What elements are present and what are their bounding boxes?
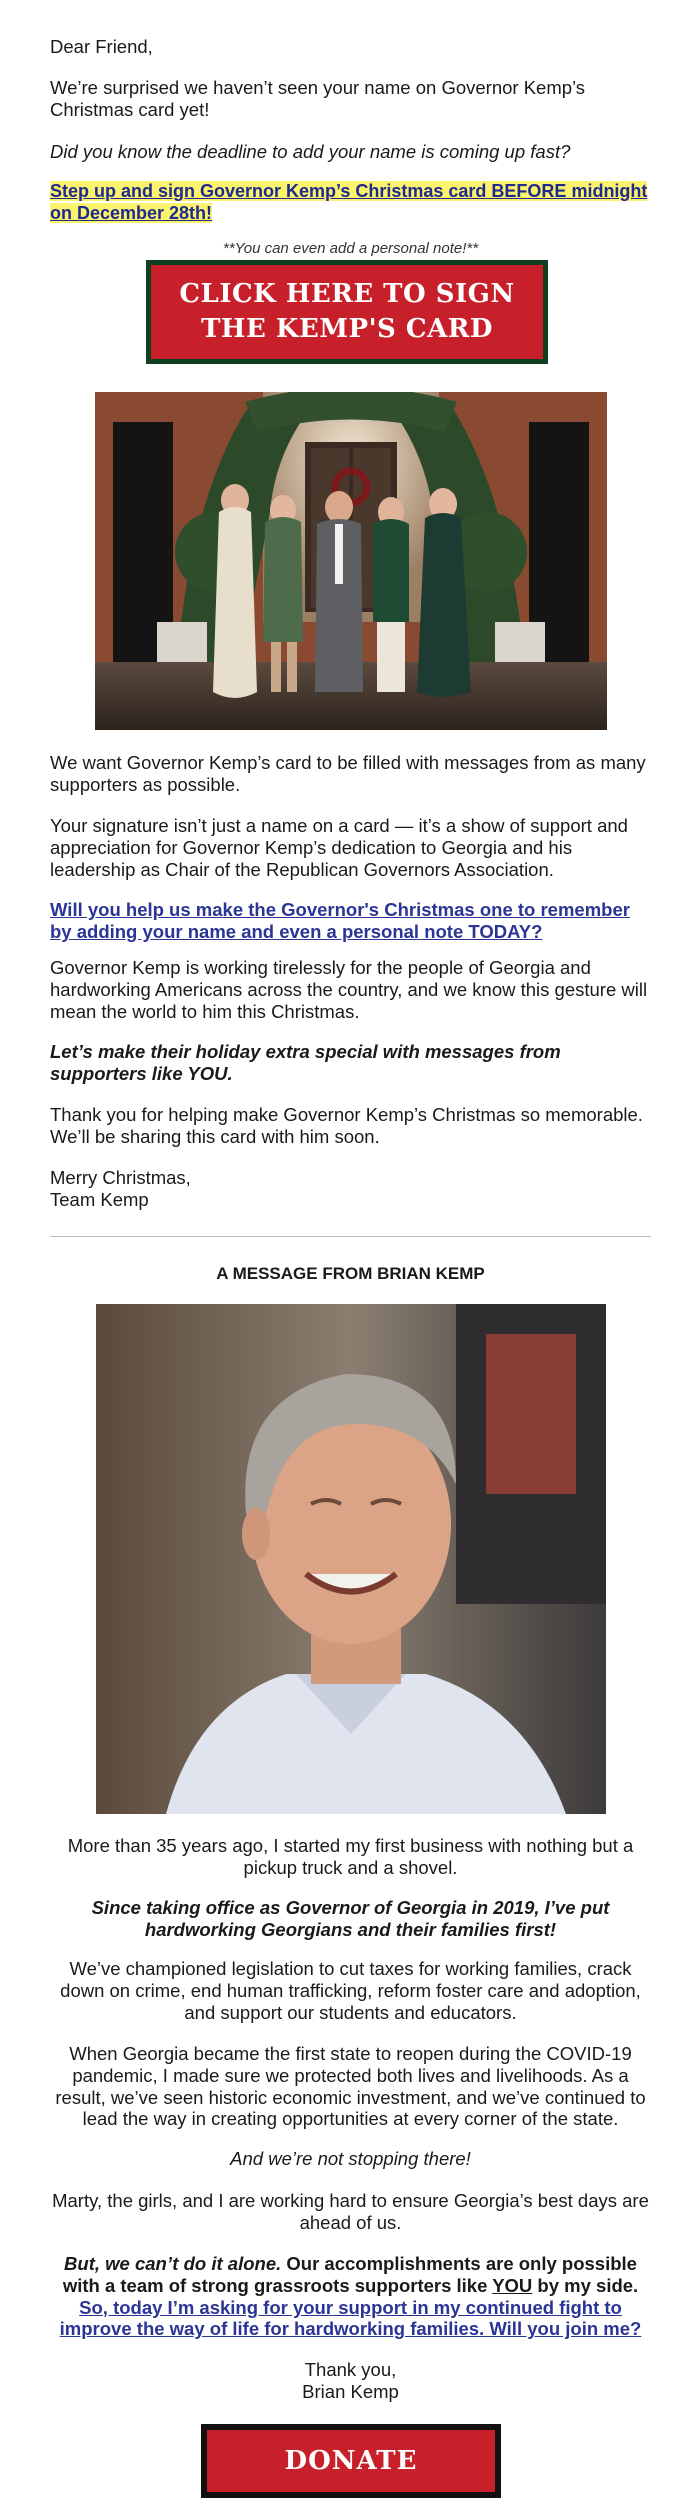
message-cant-alone: But, we can’t do it alone. — [64, 2253, 282, 2274]
paragraph-deadline: Did you know the deadline to add your name is coming up fast? — [50, 141, 571, 162]
portrait-photo — [96, 1304, 606, 1814]
message-not-stopping: And we’re not stopping there! — [230, 2148, 471, 2169]
sign-card-deadline-link[interactable]: Step up and sign Governor Kemp’s Christmas card BEFORE midnight on December 28th! — [50, 181, 648, 224]
family-photo-graphic — [95, 392, 607, 730]
message-support-ask — [50, 2253, 651, 2340]
closing-line1: Thank you, — [304, 2359, 397, 2380]
greeting: Dear Friend, — [50, 36, 153, 57]
message-heading: A MESSAGE FROM BRIAN KEMP — [216, 1264, 485, 1283]
message-best-days: Marty, the girls, and I are working hard to ensure Georgia’s best days are ahead of us. — [52, 2190, 649, 2233]
join-me-link[interactable]: So, today I’m asking for your support in my continued fight to improve the way of life for hardworking families. Will you join me? — [59, 2296, 642, 2340]
message-you: YOU — [492, 2274, 533, 2296]
message-accomplishments: Our accomplishments are only possible with a team of strong grassroots supporters like — [62, 2253, 637, 2296]
signoff-line1: Merry Christmas, — [50, 1167, 191, 1188]
message-first-business: More than 35 years ago, I started my first business with nothing but a pickup truck and a shovel. — [67, 1835, 634, 1878]
paragraph-holiday-special: Let’s make their holiday extra special with messages from supporters like YOU. — [50, 1041, 561, 1084]
signoff — [50, 1167, 651, 1211]
closing-line2: Brian Kemp — [302, 2380, 399, 2402]
personal-note-hint: **You can even add a personal note!** — [222, 240, 479, 257]
portrait-graphic — [96, 1304, 606, 1814]
paragraph-signature-meaning: Your signature isn’t just a name on a card — it’s a show of support and appreciation for Governor Kemp’s dedication to Georgia and his leadership as Chair of the Republican Governors Association. — [50, 815, 628, 880]
add-note-link-wrap — [50, 899, 651, 943]
add-name-note-link[interactable]: Will you help us make the Governor's Christmas one to remember by adding your name and even a personal note TODAY? — [50, 899, 630, 942]
deadline-link-wrap — [50, 180, 651, 224]
message-since-office: Since taking office as Governor of Georgia in 2019, I’ve put hardworking Georgians and their families first! — [91, 1897, 610, 1940]
paragraph-card-missing: We’re surprised we haven’t seen your name on Governor Kemp’s Christmas card yet! — [50, 77, 586, 120]
sign-card-button[interactable] — [146, 260, 548, 364]
family-photo[interactable] — [95, 392, 607, 730]
sign-card-button-line2: THE KEMP'S CARD — [201, 314, 493, 344]
sign-card-button-line1: CLICK HERE TO SIGN — [179, 278, 515, 309]
paragraph-fill-card: We want Governor Kemp’s card to be filled with messages from as many supporters as possible. — [50, 752, 646, 795]
closing — [50, 2359, 651, 2403]
paragraph-thank-you: Thank you for helping make Governor Kemp’s Christmas so memorable. We’ll be sharing this card with him soon. — [50, 1104, 643, 1147]
signoff-line2: Team Kemp — [50, 1188, 149, 1210]
message-legislation: We’ve championed legislation to cut taxes for working families, crack down on crime, end human trafficking, reform foster care and adoption, and support our students and educators. — [60, 1958, 641, 2023]
message-by-my-side: by my side. — [532, 2274, 639, 2296]
message-covid: When Georgia became the first state to reopen during the COVID-19 pandemic, I made sure we protected both lives and livelihoods. As a result, we’ve seen historic economic investment, and we’ve continued to lead the way in creating opportunities at every corner of the state. — [55, 2043, 646, 2130]
paragraph-working-tirelessly: Governor Kemp is working tirelessly for the people of Georgia and hardworking Americans across the country, and we know this gesture will mean the world to him this Christmas. — [50, 957, 648, 1022]
section-divider — [50, 1236, 651, 1237]
donate-button[interactable]: DONATE — [201, 2424, 501, 2498]
